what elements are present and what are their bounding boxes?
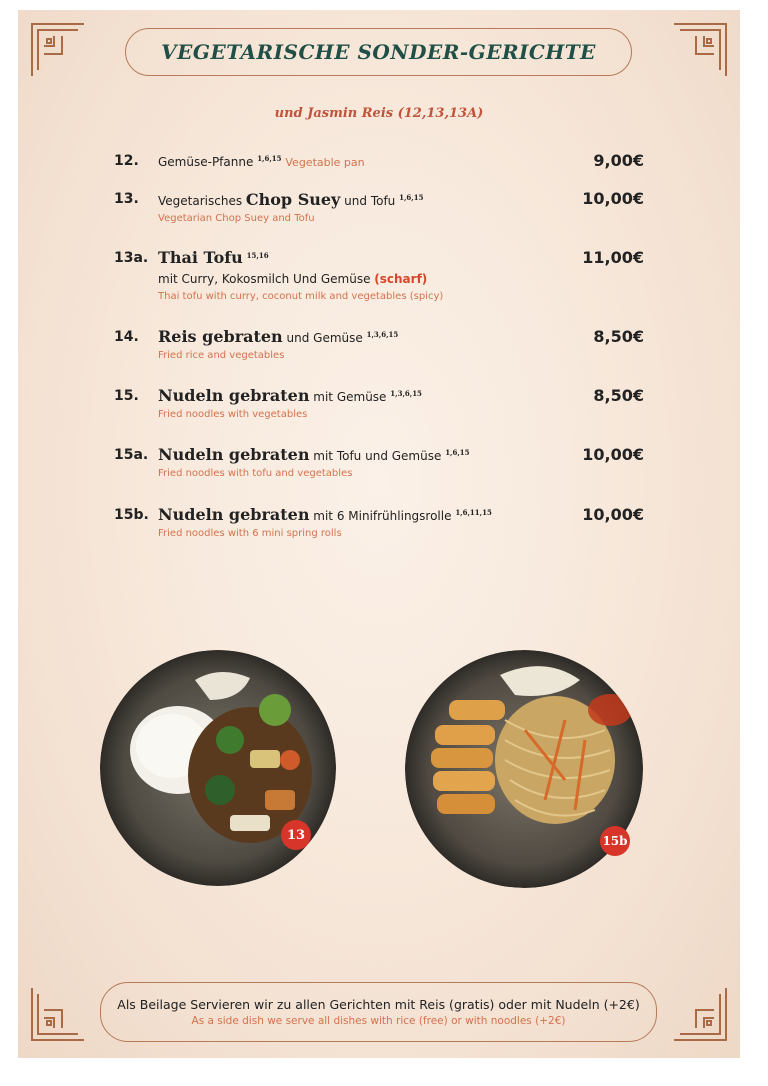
allergen-codes: 1,6,15 [257, 154, 282, 163]
corner-ornament-bottom-right-icon [672, 986, 728, 1042]
item-english: Thai tofu with curry, coconut milk and vegetables (spicy) [158, 291, 444, 302]
item-name-suffix: und Gemüse [282, 331, 363, 345]
page-subtitle: und Jasmin Reis (12,13,13A) [274, 106, 484, 121]
item-english: Vegetable pan [285, 156, 365, 169]
corner-ornament-bottom-left-icon [30, 986, 86, 1042]
item-name-bold: Nudeln gebraten [158, 445, 310, 464]
item-name-suffix: mit Tofu und Gemüse [309, 449, 442, 463]
item-price: 8,50€ [593, 327, 644, 346]
item-name-prefix: Vegetarisches [158, 194, 246, 208]
item-price: 10,00€ [582, 189, 644, 208]
item-name [158, 327, 398, 346]
item-number: 14. [114, 329, 139, 345]
item-english: Fried noodles with vegetables [158, 409, 308, 420]
item-number: 12. [114, 153, 139, 169]
item-price: 11,00€ [582, 248, 644, 267]
title-frame [125, 28, 632, 76]
item-name [158, 505, 492, 524]
item-name-suffix: und Tofu [340, 194, 396, 208]
item-description [158, 272, 427, 286]
allergen-codes: 1,6,15 [399, 193, 424, 202]
item-name-bold: Nudeln gebraten [158, 505, 310, 524]
item-name-bold: Thai Tofu [158, 248, 243, 267]
page-title: VEGETARISCHE SONDER-GERICHTE [161, 40, 596, 64]
allergen-codes: 1,3,6,15 [366, 330, 399, 339]
item-english: Vegetarian Chop Suey and Tofu [158, 213, 315, 224]
allergen-codes: 1,6,15 [445, 448, 470, 457]
item-number: 13. [114, 191, 139, 207]
item-price: 10,00€ [582, 445, 644, 464]
item-name [158, 248, 269, 267]
menu-page [18, 10, 740, 1058]
dish-number-badge: 13 [281, 820, 311, 850]
allergen-codes: 15,16 [246, 251, 269, 260]
dish-photo-13 [100, 650, 336, 886]
item-name-bold: Reis gebraten [158, 327, 283, 346]
item-name [158, 154, 365, 169]
item-name-bold: Nudeln gebraten [158, 386, 310, 405]
item-number: 15. [114, 388, 139, 404]
item-number: 15b. [114, 507, 149, 523]
spicy-label: (scharf) [374, 272, 428, 286]
item-description-text: mit Curry, Kokosmilch Und Gemüse [158, 272, 375, 286]
item-price: 10,00€ [582, 505, 644, 524]
item-name-suffix: mit Gemüse [309, 390, 387, 404]
item-price: 9,00€ [593, 151, 644, 170]
item-name-text: Gemüse-Pfanne [158, 155, 254, 169]
item-price: 8,50€ [593, 386, 644, 405]
item-number: 15a. [114, 447, 149, 463]
item-english: Fried rice and vegetables [158, 350, 285, 361]
item-name [158, 386, 422, 405]
item-name-bold: Chop Suey [245, 190, 341, 209]
item-name-suffix: mit 6 Minifrühlingsrolle [309, 509, 452, 523]
item-name [158, 445, 470, 464]
side-dish-note-german: Als Beilage Servieren wir zu allen Gerichten mit Reis (gratis) oder mit Nudeln (+2€) [117, 997, 640, 1012]
item-english: Fried noodles with tofu and vegetables [158, 468, 353, 479]
item-number: 13a. [114, 250, 149, 266]
corner-ornament-top-left-icon [30, 22, 86, 78]
side-dish-note-english: As a side dish we serve all dishes with rice (free) or with noodles (+2€) [191, 1015, 566, 1027]
allergen-codes: 1,6,11,15 [455, 508, 492, 517]
dish-number-badge: 15b [600, 826, 630, 856]
side-dish-note [100, 982, 657, 1042]
item-name [158, 190, 423, 209]
allergen-codes: 1,3,6,15 [390, 389, 422, 398]
item-english: Fried noodles with 6 mini spring rolls [158, 528, 342, 539]
corner-ornament-top-right-icon [672, 22, 728, 78]
